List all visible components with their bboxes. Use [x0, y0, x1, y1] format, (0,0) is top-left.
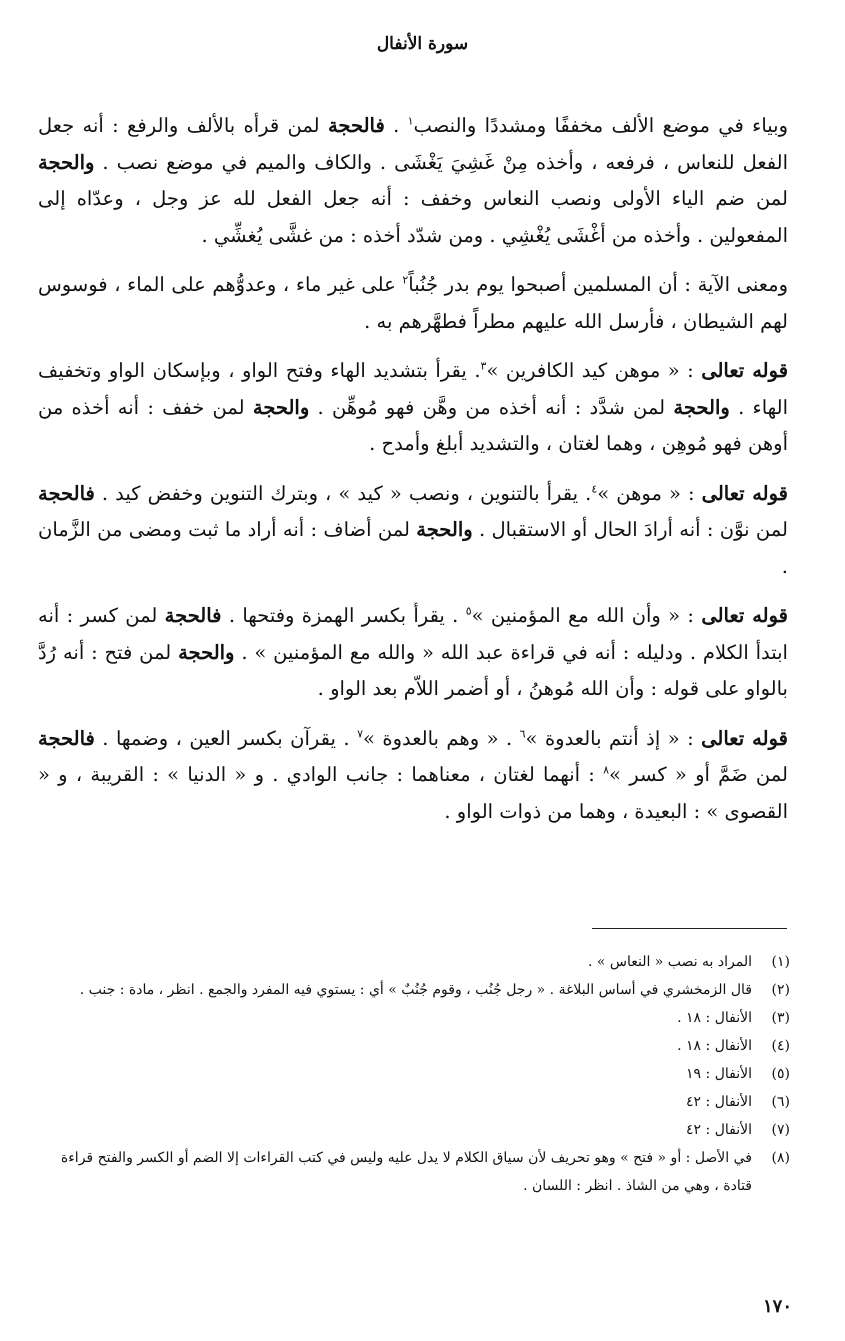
- footnote-number: (٨): [771, 1150, 790, 1166]
- text-run: : « إذ أنتم بالعدوة »: [525, 726, 702, 750]
- footnote-marker: ٢: [402, 273, 409, 287]
- footnote-text: الأنفال : ٤٢: [686, 1094, 752, 1110]
- footnote-item: [30, 948, 790, 976]
- text-run: لمن ضَمَّ أو « كسر »: [609, 763, 788, 786]
- footnotes: [30, 948, 790, 1200]
- footnote-marker: ٧: [357, 727, 363, 740]
- text-run: لمن أضاف : أنه أراد ما ثبت ومضى من الزَّمان .: [38, 518, 788, 578]
- footnote-text: الأنفال : ٤٢: [686, 1122, 752, 1138]
- page-number: ١٧٠: [762, 1296, 792, 1317]
- bold-term: قوله تعالى: [701, 359, 789, 382]
- footnote-item: [30, 1144, 790, 1200]
- footnote-number: (٥): [771, 1066, 790, 1082]
- text-run: : « موهن »: [597, 481, 702, 505]
- bold-term: والحجة: [673, 395, 730, 419]
- running-head: سورة الأنفال: [376, 34, 469, 54]
- footnote-item: [30, 1032, 790, 1060]
- footnote-text: قال الزمخشري في أساس البلاغة . « رجل جُنُب ، وقوم جُنُبٌ » أي : يستوي فيه المفرد والجمع . انظر ، مادة : جنب .: [79, 982, 752, 998]
- text-run: .: [384, 114, 408, 137]
- text-run: . يقرأ بالتنوين ، ونصب « كيد » ، وبترك التنوين وخفض كيد .: [94, 481, 592, 505]
- text-run: . يقرأ بكسر الهمزة وفتحها .: [221, 604, 466, 627]
- text-run: على غير ماء ، وعدوُّهم على الماء ، فوسوس لهم الشيطان ، فأرسل الله عليهم مطراً فطهَّرهم به .: [38, 273, 788, 333]
- footnote-marker: ٦: [519, 727, 526, 740]
- paragraph: [38, 353, 788, 463]
- footnote-item: [30, 976, 790, 1004]
- paragraph: [38, 721, 788, 831]
- bold-term: قوله تعالى: [701, 604, 788, 627]
- text-run: لمن خفف : أنه أخذه من أوهن فهو مُوهِن ، وهما لغتان ، والتشديد أبلغ وأمدح .: [38, 395, 788, 455]
- bold-term: قوله تعالى: [701, 481, 789, 505]
- footnote-number: (١): [771, 954, 790, 970]
- footnote-text: الأنفال : ١٨ .: [677, 1010, 752, 1026]
- footnote-marker: ٨: [603, 763, 610, 777]
- footnote-number: (٧): [771, 1122, 790, 1138]
- paragraph: [38, 476, 788, 586]
- bold-term: والحجة: [38, 150, 95, 174]
- paragraph: [38, 267, 788, 340]
- footnote-item: [30, 1116, 790, 1144]
- footnote-item: [30, 1060, 790, 1088]
- footnote-item: [30, 1004, 790, 1032]
- text-run: لمن قرأه بالألف والرفع : أنه جعل الفعل للنعاس ، فرفعه ، وأخذه مِنْ غَشِيَ يَغْشَى . والكاف والميم في موضع نصب .: [38, 114, 788, 174]
- text-run: . « وهم بالعدوة »: [362, 726, 520, 750]
- footnote-text: في الأصل : أو « فتح » وهو تحريف لأن سياق الكلام لا يدل عليه وليس في كتب القراءات إلا الضم أو الكسر والفتح قراءة قتادة ، وهي من الشاذ . انظر : اللسان .: [60, 1150, 752, 1194]
- text-run: لمن فتح : أنه رُدَّ بالواو على قوله : وأن الله مُوهنُ ، أو أضمر اللاّم بعد الواو .: [38, 640, 788, 700]
- bold-term: فالحجة: [327, 114, 385, 137]
- footnote-number: (٦): [771, 1094, 790, 1110]
- footnote-item: [30, 1088, 790, 1116]
- text-run: وبياء في موضع الألف مخففًا ومشددًا والنصب: [413, 114, 788, 137]
- footnote-marker: ٤: [591, 482, 598, 495]
- text-run: لمن كسر : أنه ابتدأ الكلام . ودليله : أنه في قراءة عبد الله « والله مع المؤمنين » .: [38, 604, 788, 664]
- footnote-number: (٢): [771, 982, 790, 998]
- bold-term: والحجة: [416, 518, 473, 541]
- footnote-text: المراد به نصب « النعاس » .: [587, 954, 752, 970]
- text-run: : أنهما لغتان ، معناهما : جانب الوادي . و « الدنيا » : القريبة ، و « القصوى » : البعيدة ، وهما من ذوات الواو .: [38, 763, 788, 823]
- footnote-number: (٤): [771, 1038, 790, 1054]
- text-run: لمن شدَّد : أنه أخذه من وهَّن فهو مُوهِّن .: [309, 395, 674, 419]
- bold-term: والحجة: [178, 640, 235, 664]
- text-run: : « وأن الله مع المؤمنين »: [471, 604, 702, 627]
- footnote-text: الأنفال : ١٩: [686, 1066, 752, 1082]
- footnote-number: (٣): [771, 1010, 790, 1026]
- bold-term: فالحجة: [38, 726, 95, 750]
- text-run: . يقرأ بتشديد الهاء وفتح الواو ، وبإسكان الواو وتخفيف الهاء .: [38, 359, 788, 419]
- bold-term: فالحجة: [164, 604, 222, 627]
- paragraph: [38, 108, 788, 254]
- bold-term: قوله تعالى: [701, 726, 788, 750]
- footnote-separator: [592, 928, 787, 929]
- footnote-marker: ٥: [465, 604, 472, 618]
- text-run: ومعنى الآية : أن المسلمين أصبحوا يوم بدر جُنُباً: [408, 273, 788, 296]
- text-run: لمن نوَّن : أنه أرادَ الحال أو الاستقبال .: [472, 518, 788, 541]
- text-run: . يقرآن بكسر العين ، وضمها .: [94, 726, 358, 750]
- footnote-marker: ٣: [480, 359, 487, 373]
- text-run: لمن ضم الياء الأولى ونصب النعاس وخفف : أنه جعل الفعل لله عز وجل ، وعدّاه إلى المفعولين . وأخذه من أغْشَى يُغْشِي . ومن شدّد أخذه : من غشَّى يُغشِّي .: [38, 187, 788, 247]
- bold-term: والحجة: [252, 395, 310, 419]
- main-text: [38, 108, 788, 843]
- paragraph: [38, 598, 788, 708]
- bold-term: فالحجة: [38, 481, 95, 505]
- text-run: : « موهن كيد الكافرين »: [486, 359, 702, 382]
- footnote-marker: ١: [407, 114, 414, 128]
- footnote-text: الأنفال : ١٨ .: [677, 1038, 752, 1054]
